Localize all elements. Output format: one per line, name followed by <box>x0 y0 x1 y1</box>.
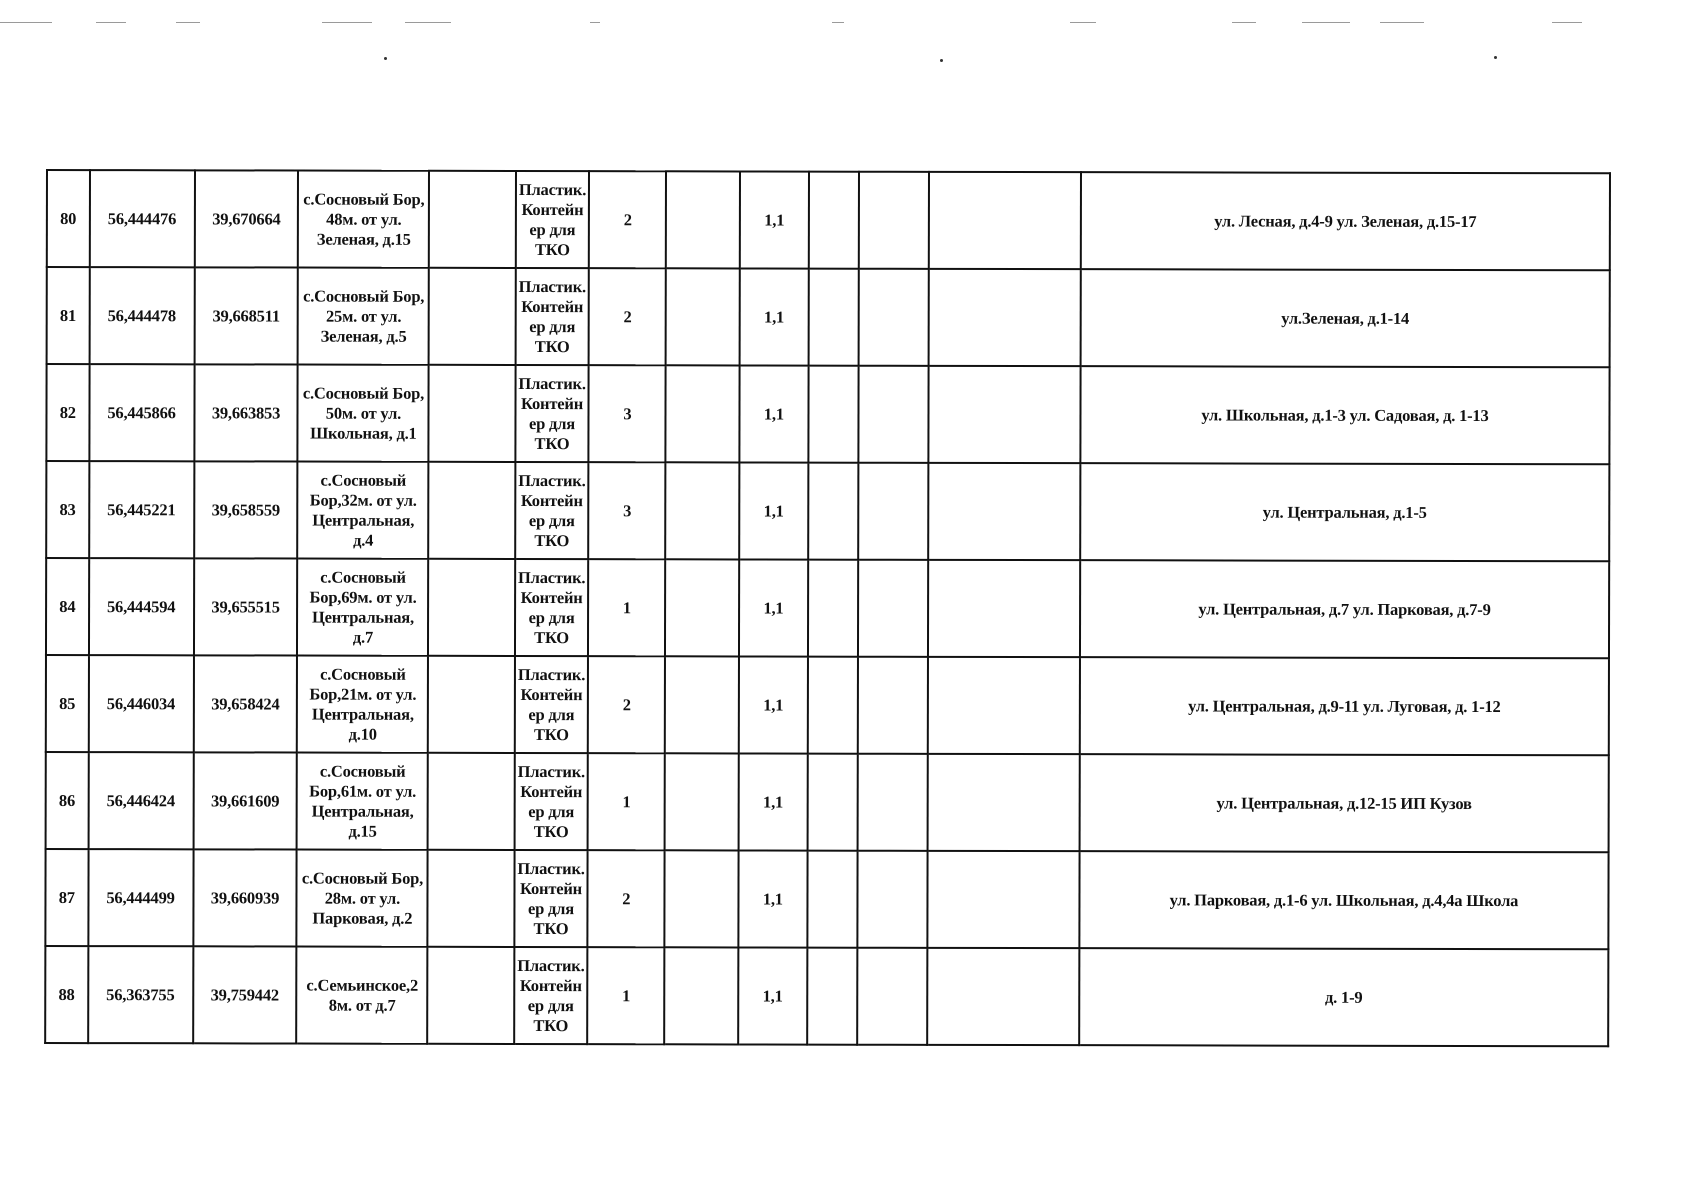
row-number: 84 <box>46 558 89 655</box>
served-addresses-cell: д. 1-9 <box>1079 948 1608 1046</box>
table-row <box>46 752 1609 852</box>
served-addresses-cell: ул. Центральная, д.12-15 ИП Кузов <box>1080 754 1609 852</box>
container-type-cell: Пластик. Контейн ер для ТКО <box>514 656 588 753</box>
empty-cell <box>428 559 514 656</box>
scan-artifact-line <box>322 22 372 23</box>
empty-cell <box>429 171 515 268</box>
longitude-cell: 39,668511 <box>194 267 298 364</box>
longitude-cell: 39,670664 <box>194 170 298 267</box>
served-addresses-cell: ул. Центральная, д.7 ул. Парковая, д.7-9 <box>1080 560 1609 658</box>
row-number: 82 <box>46 364 89 461</box>
empty-cell <box>928 851 1080 948</box>
empty-cell <box>808 269 858 366</box>
container-volume-cell: 1,1 <box>740 171 809 268</box>
empty-cell <box>857 657 928 754</box>
location-cell: с.Сосновый Бор,21м. от ул. Центральная, д.10 <box>297 656 428 753</box>
empty-cell <box>929 172 1081 269</box>
empty-cell <box>858 560 929 657</box>
container-count-cell: 1 <box>588 753 665 850</box>
empty-cell <box>808 366 858 463</box>
served-addresses-cell: ул. Центральная, д.1-5 <box>1080 463 1609 561</box>
empty-cell <box>665 559 739 656</box>
container-count-cell: 3 <box>589 462 666 559</box>
empty-cell <box>429 365 515 462</box>
empty-cell <box>666 171 740 268</box>
scan-artifact-line <box>96 22 126 23</box>
container-volume-cell: 1,1 <box>739 365 808 462</box>
container-type-cell: Пластик. Контейн ер для ТКО <box>515 559 589 656</box>
longitude-cell: 39,660939 <box>193 849 297 946</box>
scan-artifact-dot <box>1494 56 1497 59</box>
location-cell: с.Сосновый Бор, 50м. от ул. Школьная, д.1 <box>298 365 429 462</box>
longitude-cell: 39,663853 <box>194 364 298 461</box>
empty-cell <box>927 948 1079 1045</box>
container-volume-cell: 1,1 <box>738 850 807 947</box>
scan-artifact-line <box>0 22 52 23</box>
latitude-cell: 56,445866 <box>89 364 194 461</box>
container-volume-cell: 1,1 <box>740 268 809 365</box>
container-count-cell: 2 <box>588 656 665 753</box>
container-count-cell: 2 <box>588 850 665 947</box>
empty-cell <box>807 657 857 754</box>
empty-cell <box>665 850 739 947</box>
container-count-cell: 2 <box>589 171 666 268</box>
scan-artifact-line <box>1552 22 1582 23</box>
container-count-cell: 2 <box>589 268 666 365</box>
location-cell: с.Сосновый Бор,69м. от ул. Центральная, д.7 <box>297 559 428 656</box>
scan-artifact-dot <box>940 59 943 62</box>
longitude-cell: 39,655515 <box>194 558 298 655</box>
latitude-cell: 56,444478 <box>89 267 194 364</box>
empty-cell <box>666 365 740 462</box>
latitude-cell: 56,363755 <box>88 946 193 1043</box>
empty-cell <box>429 268 515 365</box>
served-addresses-cell: ул. Центральная, д.9-11 ул. Луговая, д. 1-12 <box>1080 657 1609 755</box>
empty-cell <box>929 366 1081 463</box>
empty-cell <box>665 656 739 753</box>
empty-cell <box>928 657 1080 754</box>
empty-cell <box>666 462 740 559</box>
scan-artifact-line <box>590 22 600 23</box>
container-type-cell: Пластик. Контейн ер для ТКО <box>514 753 588 850</box>
row-number: 87 <box>45 849 88 946</box>
empty-cell <box>928 560 1080 657</box>
scan-artifact-line <box>1232 22 1256 23</box>
empty-cell <box>808 172 858 269</box>
location-cell: с.Сосновый Бор, 25м. от ул. Зеленая, д.5 <box>298 268 429 365</box>
empty-cell <box>857 851 928 948</box>
empty-cell <box>666 268 740 365</box>
empty-cell <box>928 463 1080 560</box>
scan-artifact-dot <box>384 57 387 60</box>
empty-cell <box>429 462 515 559</box>
latitude-cell: 56,446424 <box>88 752 193 849</box>
row-number: 80 <box>47 170 90 267</box>
container-type-cell: Пластик. Контейн ер для ТКО <box>515 365 589 462</box>
empty-cell <box>665 753 739 850</box>
location-cell: с.Сосновый Бор,61м. от ул. Центральная, д.15 <box>297 753 428 850</box>
container-type-cell: Пластик. Контейн ер для ТКО <box>514 850 588 947</box>
scan-artifact-line <box>1302 22 1350 23</box>
row-number: 88 <box>45 946 88 1043</box>
longitude-cell: 39,658559 <box>194 461 298 558</box>
table-row <box>47 170 1610 270</box>
latitude-cell: 56,444594 <box>89 558 194 655</box>
row-number: 85 <box>46 655 89 752</box>
scan-artifact-line <box>1380 22 1424 23</box>
container-type-cell: Пластик. Контейн ер для ТКО <box>515 268 589 365</box>
container-volume-cell: 1,1 <box>739 656 808 753</box>
table-row <box>45 849 1608 949</box>
empty-cell <box>807 754 857 851</box>
scan-artifact-line <box>405 22 451 23</box>
container-count-cell: 1 <box>588 559 665 656</box>
table-row <box>45 946 1608 1046</box>
container-volume-cell: 1,1 <box>738 947 807 1044</box>
container-volume-cell: 1,1 <box>739 559 808 656</box>
longitude-cell: 39,658424 <box>193 655 297 752</box>
location-cell: с.Сосновый Бор,32м. от ул. Центральная, д.4 <box>298 462 429 559</box>
latitude-cell: 56,445221 <box>89 461 194 558</box>
scan-artifact-line <box>1070 22 1096 23</box>
empty-cell <box>857 948 928 1045</box>
row-number: 86 <box>46 752 89 849</box>
location-cell: с.Семьинское,2 8м. от д.7 <box>297 947 428 1044</box>
row-number: 83 <box>46 461 89 558</box>
empty-cell <box>807 948 857 1045</box>
table-row <box>46 461 1609 561</box>
empty-cell <box>664 947 738 1044</box>
served-addresses-cell: ул.Зеленая, д.1-14 <box>1081 269 1610 367</box>
latitude-cell: 56,446034 <box>88 655 193 752</box>
container-type-cell: Пластик. Контейн ер для ТКО <box>515 462 589 559</box>
served-addresses-cell: ул. Лесная, д.4-9 ул. Зеленая, д.15-17 <box>1081 172 1610 270</box>
served-addresses-cell: ул. Парковая, д.1-6 ул. Школьная, д.4,4а Школа <box>1079 851 1608 949</box>
latitude-cell: 56,444499 <box>88 849 193 946</box>
empty-cell <box>858 269 929 366</box>
container-type-cell: Пластик. Контейн ер для ТКО <box>515 171 589 268</box>
served-addresses-cell: ул. Школьная, д.1-3 ул. Садовая, д. 1-13 <box>1080 366 1609 464</box>
container-count-cell: 3 <box>589 365 666 462</box>
waste-sites-table <box>44 169 1611 1047</box>
empty-cell <box>807 851 857 948</box>
table-row <box>46 655 1609 755</box>
container-volume-cell: 1,1 <box>739 462 808 559</box>
longitude-cell: 39,759442 <box>193 946 297 1043</box>
latitude-cell: 56,444476 <box>89 170 194 267</box>
empty-cell <box>858 463 929 560</box>
table-row <box>46 558 1609 658</box>
empty-cell <box>808 463 858 560</box>
empty-cell <box>928 754 1080 851</box>
scan-artifact-line <box>176 22 200 23</box>
container-type-cell: Пластик. Контейн ер для ТКО <box>514 947 588 1044</box>
empty-cell <box>428 850 514 947</box>
empty-cell <box>929 269 1081 366</box>
empty-cell <box>858 172 929 269</box>
container-volume-cell: 1,1 <box>739 753 808 850</box>
table-row <box>47 267 1610 367</box>
table-row <box>46 364 1609 464</box>
scan-artifact-line <box>832 22 844 23</box>
location-cell: с.Сосновый Бор, 48м. от ул. Зеленая, д.15 <box>298 171 429 268</box>
empty-cell <box>857 754 928 851</box>
empty-cell <box>428 947 514 1044</box>
container-count-cell: 1 <box>588 947 665 1044</box>
empty-cell <box>428 656 514 753</box>
empty-cell <box>428 753 514 850</box>
empty-cell <box>858 366 929 463</box>
location-cell: с.Сосновый Бор, 28м. от ул. Парковая, д.2 <box>297 850 428 947</box>
longitude-cell: 39,661609 <box>193 752 297 849</box>
empty-cell <box>808 560 858 657</box>
row-number: 81 <box>47 267 90 364</box>
